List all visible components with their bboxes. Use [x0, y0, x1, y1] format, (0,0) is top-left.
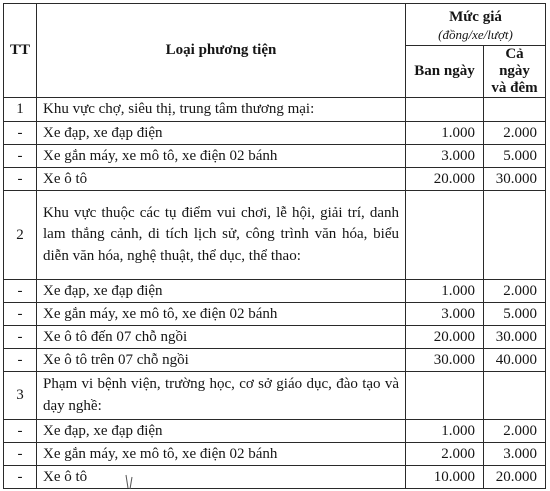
row-tt-cell: - — [4, 280, 37, 303]
row-full-day-price-cell: 40.000 — [484, 349, 546, 372]
row-full-day-price-cell — [484, 372, 546, 420]
row-full-day-price-cell: 3.000 — [484, 443, 546, 466]
row-name-cell: Xe ô tô đến 07 chỗ ngồi — [37, 326, 406, 349]
table-row — [4, 145, 546, 168]
row-full-day-price-cell: 30.000 — [484, 168, 546, 191]
row-name-cell: Xe đạp, xe đạp điện — [37, 122, 406, 145]
row-name-cell: Xe ô tô — [37, 168, 406, 191]
row-name-cell: Phạm vi bệnh viện, trường học, cơ sở giáo dục, đào tạo và dạy nghề: — [37, 372, 406, 420]
header-day: Ban ngày — [406, 46, 484, 98]
pen-mark — [123, 473, 153, 491]
row-name-cell: Khu vực chợ, siêu thị, trung tâm thương mại: — [37, 98, 406, 122]
row-full-day-price-cell: 5.000 — [484, 145, 546, 168]
table-row — [4, 372, 546, 420]
row-day-price-cell — [406, 372, 484, 420]
header-price-title: Mức giá — [449, 8, 502, 25]
row-tt-cell: - — [4, 122, 37, 145]
row-full-day-price-cell — [484, 191, 546, 280]
row-day-price-cell — [406, 191, 484, 280]
row-day-price-cell — [406, 98, 484, 122]
row-name-cell: Xe gắn máy, xe mô tô, xe điện 02 bánh — [37, 303, 406, 326]
table-row — [4, 466, 546, 489]
row-full-day-price-cell: 20.000 — [484, 466, 546, 489]
row-day-price-cell: 20.000 — [406, 168, 484, 191]
table-row — [4, 98, 546, 122]
row-day-price-cell: 1.000 — [406, 420, 484, 443]
row-name-cell: Xe gắn máy, xe mô tô, xe điện 02 bánh — [37, 443, 406, 466]
row-day-price-cell: 30.000 — [406, 349, 484, 372]
table-row — [4, 168, 546, 191]
row-tt-cell: - — [4, 168, 37, 191]
row-full-day-price-cell: 2.000 — [484, 280, 546, 303]
row-tt-cell: - — [4, 145, 37, 168]
table-row — [4, 122, 546, 145]
table-row — [4, 303, 546, 326]
table-row — [4, 420, 546, 443]
row-name-cell: Xe gắn máy, xe mô tô, xe điện 02 bánh — [37, 145, 406, 168]
row-full-day-price-cell — [484, 98, 546, 122]
row-day-price-cell: 1.000 — [406, 122, 484, 145]
table-row — [4, 349, 546, 372]
row-day-price-cell: 3.000 — [406, 303, 484, 326]
row-day-price-cell: 1.000 — [406, 280, 484, 303]
table-row — [4, 280, 546, 303]
row-full-day-price-cell: 5.000 — [484, 303, 546, 326]
table-row — [4, 191, 546, 280]
header-full-day-line2: và đêm — [491, 80, 538, 96]
row-full-day-price-cell: 30.000 — [484, 326, 546, 349]
row-tt-cell: - — [4, 303, 37, 326]
header-vehicle-type: Loại phương tiện — [37, 4, 406, 98]
row-name-cell: Khu vực thuộc các tụ điểm vui chơi, lễ hội, giải trí, danh lam thắng cảnh, di tích lịch sử, công trình văn hóa, biểu diễn văn hóa, nghệ thuật, thể dục, thể thao: — [37, 191, 406, 280]
header-price — [406, 4, 546, 46]
row-name-cell: Xe ô tô — [37, 466, 406, 489]
row-tt-cell: - — [4, 349, 37, 372]
row-tt-cell: - — [4, 326, 37, 349]
header-full-day — [484, 46, 546, 98]
header-tt: TT — [4, 4, 37, 98]
row-full-day-price-cell: 2.000 — [484, 420, 546, 443]
row-tt-cell: - — [4, 466, 37, 489]
price-table-document — [3, 3, 546, 489]
row-name-cell: Xe đạp, xe đạp điện — [37, 420, 406, 443]
table-row — [4, 326, 546, 349]
table-body — [4, 98, 546, 489]
row-day-price-cell: 3.000 — [406, 145, 484, 168]
row-tt-cell: 1 — [4, 98, 37, 122]
row-tt-cell: - — [4, 443, 37, 466]
table-row — [4, 443, 546, 466]
row-tt-cell: 3 — [4, 372, 37, 420]
row-full-day-price-cell: 2.000 — [484, 122, 546, 145]
parking-price-table — [3, 3, 546, 489]
row-day-price-cell: 10.000 — [406, 466, 484, 489]
header-price-unit: (đồng/xe/lượt) — [438, 26, 513, 42]
header-full-day-line1: Cả ngày — [499, 46, 530, 79]
row-name-cell: Xe ô tô trên 07 chỗ ngồi — [37, 349, 406, 372]
row-name-cell: Xe đạp, xe đạp điện — [37, 280, 406, 303]
row-tt-cell: 2 — [4, 191, 37, 280]
row-tt-cell: - — [4, 420, 37, 443]
row-day-price-cell: 2.000 — [406, 443, 484, 466]
row-day-price-cell: 20.000 — [406, 326, 484, 349]
